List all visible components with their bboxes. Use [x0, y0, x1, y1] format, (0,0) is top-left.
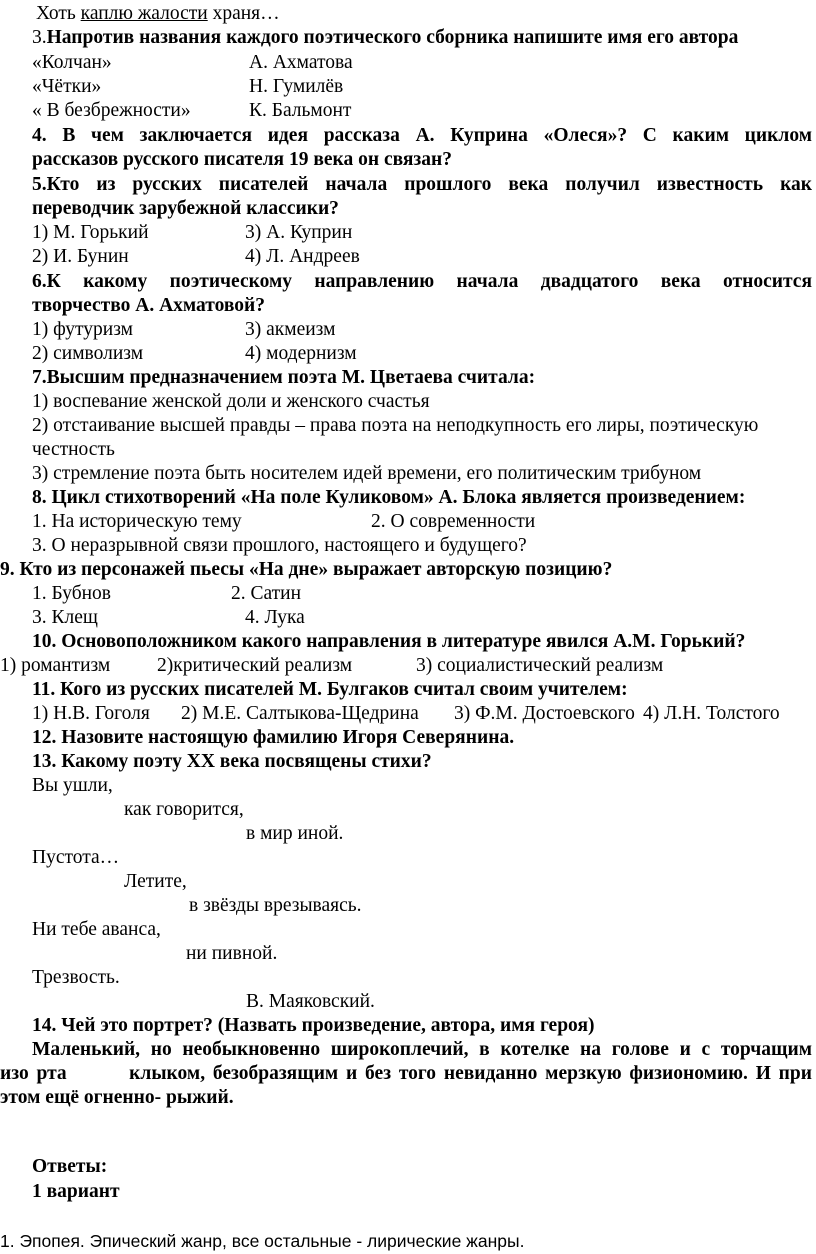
q14-quote-line-2: изо рта клыком, безобразящим и без того невиданно мерзкую физиономию. И при — [0, 1063, 812, 1084]
q8-option-2: 2. О современности — [371, 511, 536, 532]
q7-option-2-line-2: честность — [32, 439, 115, 460]
question-5-line-2: переводчик зарубежной классики? — [32, 198, 339, 219]
q3-author-1: А. Ахматова — [249, 52, 353, 73]
q11-option-3: 3) Ф.М. Достоевского — [454, 703, 635, 724]
q9-option-2: 2. Сатин — [231, 583, 302, 604]
q14-quote-line-1: Маленький, но необыкновенно широкоплечий, в котелке на голове и с торчащим — [32, 1039, 812, 1060]
question-8-title: 8. Цикл стихотворений «На поле Куликовом» А. Блока является произведением: — [32, 487, 746, 508]
q6-option-1: 1) футуризм — [32, 319, 133, 340]
question-14-title: 14. Чей это портрет? (Назвать произведение, автора, имя героя) — [32, 1015, 595, 1036]
poem-author: В. Маяковский. — [246, 991, 375, 1012]
poem-line: ни пивной. — [186, 943, 278, 964]
question-9-title: 9. Кто из персонажей пьесы «На дне» выражает авторскую позицию? — [0, 559, 613, 580]
q9-option-1: 1. Бубнов — [32, 583, 112, 604]
q11-option-4: 4) Л.Н. Толстого — [643, 703, 780, 724]
question-11-title: 11. Кого из русских писателей М. Булгаков считал своим учителем: — [32, 679, 628, 700]
q3-author-2: Н. Гумилёв — [249, 76, 344, 97]
answer-1: 1. Эпопея. Эпический жанр, все остальные - лирические жанры. — [0, 1231, 525, 1251]
q6-option-4: 4) модернизм — [245, 343, 357, 364]
question-4-line-1: 4. В чем заключается идея рассказа А. Куприна «Олеся»? С каким циклом — [32, 125, 812, 146]
q10-option-1: 1) романтизм — [0, 655, 111, 676]
q11-option-1: 1) Н.В. Гоголя — [32, 703, 150, 724]
q5-option-2: 2) И. Бунин — [32, 246, 129, 267]
question-7-title: 7.Высшим предназначением поэта М. Цветаева считала: — [32, 367, 536, 388]
q9-option-3: 3. Клещ — [32, 607, 98, 628]
poem-line: Ни тебе аванса, — [32, 919, 161, 940]
q7-option-1: 1) воспевание женской доли и женского счастья — [32, 391, 430, 412]
q5-option-1: 1) М. Горький — [32, 222, 149, 243]
q5-option-4: 4) Л. Андреев — [245, 246, 360, 267]
q5-option-3: 3) А. Куприн — [245, 222, 353, 243]
poem-line: Трезвость. — [32, 967, 120, 988]
q3-collection-3: « В безбрежности» — [32, 100, 191, 121]
poem-line: Пустота… — [32, 847, 120, 868]
question-12-title: 12. Назовите настоящую фамилию Игоря Северянина. — [32, 727, 515, 748]
question-3-title: 3.Напротив названия каждого поэтического сборника напишите имя его автора — [32, 27, 739, 48]
poem-line: в мир иной. — [246, 823, 344, 844]
answers-variant: 1 вариант — [32, 1181, 120, 1202]
q7-option-2-line-1: 2) отстаивание высшей правды – права поэта на неподкупность его лиры, поэтическую — [32, 415, 759, 436]
question-5-line-1: 5.Кто из русских писателей начала прошлого века получил известность как — [32, 174, 812, 195]
q8-option-1: 1. На историческую тему — [32, 511, 242, 532]
q7-option-3: 3) стремление поэта быть носителем идей времени, его политическим трибуном — [32, 463, 702, 484]
epigraph-line: Хоть каплю жалости храня… — [36, 3, 280, 24]
underlined-phrase: каплю жалости — [80, 3, 208, 24]
question-6-line-2: творчество А. Ахматовой? — [32, 295, 266, 316]
question-4-line-2: рассказов русского писателя 19 века он связан? — [32, 149, 453, 170]
q10-option-2: 2)критический реализм — [157, 655, 353, 676]
poem-line: Летите, — [124, 871, 187, 892]
poem-line: Вы ушли, — [32, 775, 113, 796]
q6-option-3: 3) акмеизм — [245, 319, 336, 340]
question-6-line-1: 6.К какому поэтическому направлению начала двадцатого века относится — [32, 271, 812, 292]
q14-quote-line-3: этом ещё огненно- рыжий. — [0, 1087, 234, 1108]
q3-collection-1: «Колчан» — [32, 52, 112, 73]
answers-heading: Ответы: — [32, 1156, 108, 1177]
q8-option-3: 3. О неразрывной связи прошлого, настоящего и будущего? — [32, 535, 527, 556]
poem-line: как говорится, — [124, 799, 244, 820]
q9-option-4: 4. Лука — [245, 607, 305, 628]
question-13-title: 13. Какому поэту ХХ века посвящены стихи? — [32, 751, 432, 772]
q11-option-2: 2) М.Е. Салтыкова-Щедрина — [181, 703, 419, 724]
q10-option-3: 3) социалистический реализм — [416, 655, 664, 676]
poem-line: в звёзды врезываясь. — [189, 895, 362, 916]
q6-option-2: 2) символизм — [32, 343, 144, 364]
q3-collection-2: «Чётки» — [32, 76, 102, 97]
question-10-title: 10. Основоположником какого направления в литературе явился А.М. Горький? — [32, 631, 746, 652]
q3-author-3: К. Бальмонт — [249, 100, 352, 121]
